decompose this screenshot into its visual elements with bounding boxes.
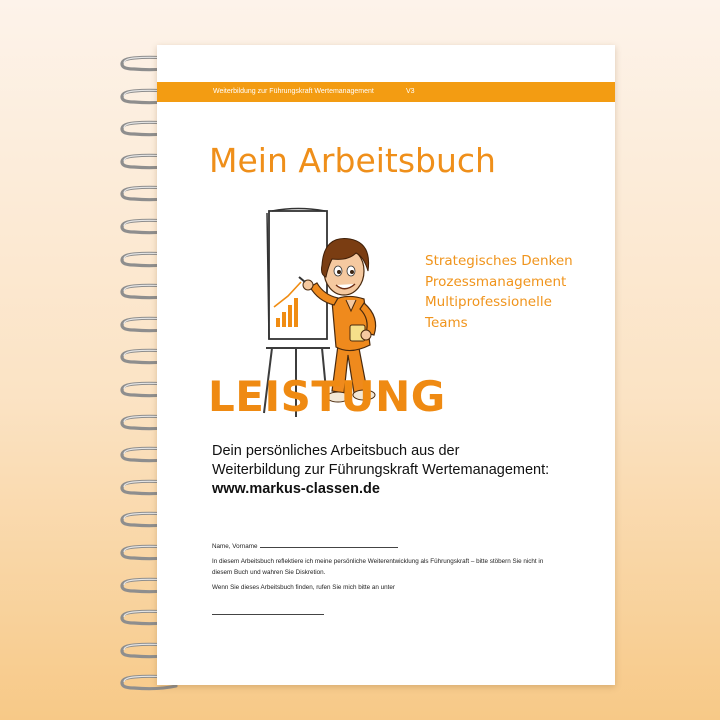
header-version: V3 [406, 88, 415, 95]
topic-item: Prozessmanagement [425, 273, 567, 290]
header-bar [157, 82, 615, 102]
topic-item: Teams [425, 314, 468, 331]
found-notice: Wenn Sie dieses Arbeitsbuch finden, rufen Sie mich bitte an unter [212, 584, 395, 591]
privacy-notice: In diesem Arbeitsbuch reflektiere ich meine persönliche Weiterentwicklung als Führungskraft – bitte stöbern Sie nicht in diesem Buch und wahren Sie Diskretion. [212, 558, 544, 576]
workbook-cover [157, 45, 615, 685]
name-field-line [260, 541, 398, 548]
intro-line: Weiterbildung zur Führungskraft Wertemanagement: [212, 462, 550, 478]
topic-item: Strategisches Denken [425, 253, 573, 269]
phone-field-line [212, 614, 324, 615]
topic-list [425, 251, 573, 333]
header-series-title: Weiterbildung zur Führungskraft Wertemanagement [213, 88, 374, 95]
website-url: www.markus-classen.de [212, 481, 380, 497]
cover-title: Mein Arbeitsbuch [209, 141, 496, 180]
topic-item: Multiprofessionelle [425, 294, 552, 310]
theme-headline: LEISTUNG [208, 372, 446, 421]
intro-line: Dein persönliches Arbeitsbuch aus der [212, 443, 460, 459]
fineprint-block [212, 541, 552, 597]
name-label: Name, Vorname [212, 543, 258, 550]
intro-text [212, 442, 607, 499]
